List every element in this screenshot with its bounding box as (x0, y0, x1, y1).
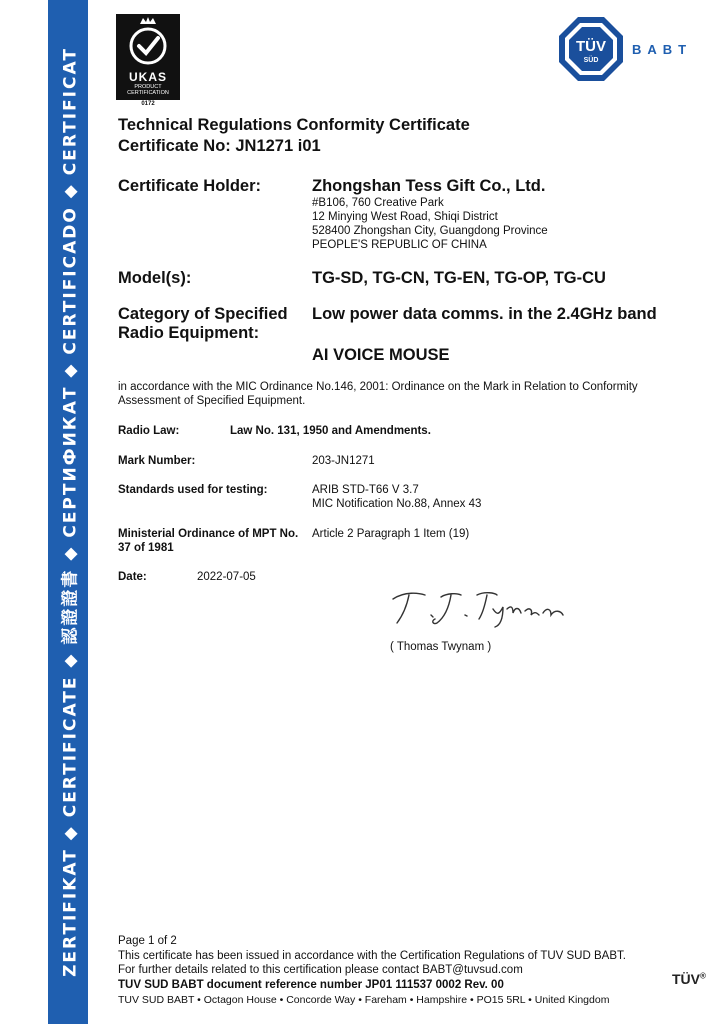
holder-label: Certificate Holder: (118, 177, 262, 195)
holder-address-line3: 528400 Zhongshan City, Guangdong Province (312, 225, 548, 237)
holder-address-line2: 12 Minying West Road, Shiqi District (312, 211, 498, 223)
tuv-sud-octagon-logo (558, 16, 624, 82)
crown-check-icon (116, 14, 180, 70)
radio-law-label: Radio Law: (118, 425, 180, 437)
models-label: Model(s): (118, 269, 192, 287)
page-number: Page 1 of 2 (118, 935, 177, 947)
standards-value-line2: MIC Notification No.88, Annex 43 (312, 498, 482, 510)
tuv-footer-text: TÜV (672, 971, 700, 987)
footer-line2: For further details related to this certification please contact BABT@tuvsud.com (118, 964, 523, 976)
ukas-subtitle: PRODUCT CERTIFICATION (127, 84, 169, 96)
ukas-number: 0172 (141, 101, 155, 107)
category-value: Low power data comms. in the 2.4GHz band (312, 305, 657, 323)
models-value: TG-SD, TG-CN, TG-EN, TG-OP, TG-CU (312, 269, 606, 287)
radio-law-value: Law No. 131, 1950 and Amendments. (230, 425, 431, 437)
certificate-title: Technical Regulations Conformity Certificate (118, 116, 470, 134)
registered-mark: ® (700, 971, 706, 981)
category-label-line2: Radio Equipment: (118, 324, 260, 342)
ministerial-label-line2: 37 of 1981 (118, 542, 174, 554)
holder-name: Zhongshan Tess Gift Co., Ltd. (312, 177, 546, 195)
ministerial-value: Article 2 Paragraph 1 Item (19) (312, 528, 470, 540)
category-label-line1: Category of Specified (118, 305, 288, 323)
mark-number-label: Mark Number: (118, 455, 196, 467)
tuv-badge-text: TÜV (576, 38, 606, 55)
date-label: Date: (118, 571, 147, 583)
standards-value-line1: ARIB STD-T66 V 3.7 (312, 484, 419, 496)
footer-line1: This certificate has been issued in accordance with the Certification Regulations of TUV SUD BABT. (118, 950, 626, 962)
ukas-logo (116, 14, 180, 100)
signatory-name: ( Thomas Twynam ) (390, 641, 492, 653)
accordance-line2: Assessment of Specified Equipment. (118, 395, 306, 407)
holder-address-line4: PEOPLE'S REPUBLIC OF CHINA (312, 239, 487, 251)
certificate-number: Certificate No: JN1271 i01 (118, 137, 321, 155)
footer-document-reference: TUV SUD BABT document reference number JP01 111537 0002 Rev. 00 (118, 979, 504, 991)
standards-label: Standards used for testing: (118, 484, 268, 496)
date-value: 2022-07-05 (197, 571, 256, 583)
ministerial-label-line1: Ministerial Ordinance of MPT No. (118, 528, 299, 540)
mark-number-value: 203-JN1271 (312, 455, 375, 467)
side-ribbon-text: ZERTIFIKAT ◆ CERTIFICATE ◆ 認證證書 ◆ СЕРТИФИКАТ ◆ CERTIFICADO ◆ CERTIFICAT (60, 47, 81, 977)
ukas-word: UKAS (128, 70, 167, 84)
footer-address: TUV SUD BABT • Octagon House • Concorde Way • Fareham • Hampshire • PO15 5RL • United Kingdom (118, 994, 610, 1006)
holder-address-line1: #B106, 760 Creative Park (312, 197, 444, 209)
babt-logo-text: BABT (632, 42, 693, 57)
signature-scribble (385, 585, 570, 630)
product-name: AI VOICE MOUSE (312, 346, 450, 364)
tuv-badge-subtext: SÜD (583, 57, 599, 64)
tuv-footer-mark (672, 971, 706, 987)
accordance-line1: in accordance with the MIC Ordinance No.146, 2001: Ordinance on the Mark in Relation to Conformity (118, 381, 638, 393)
